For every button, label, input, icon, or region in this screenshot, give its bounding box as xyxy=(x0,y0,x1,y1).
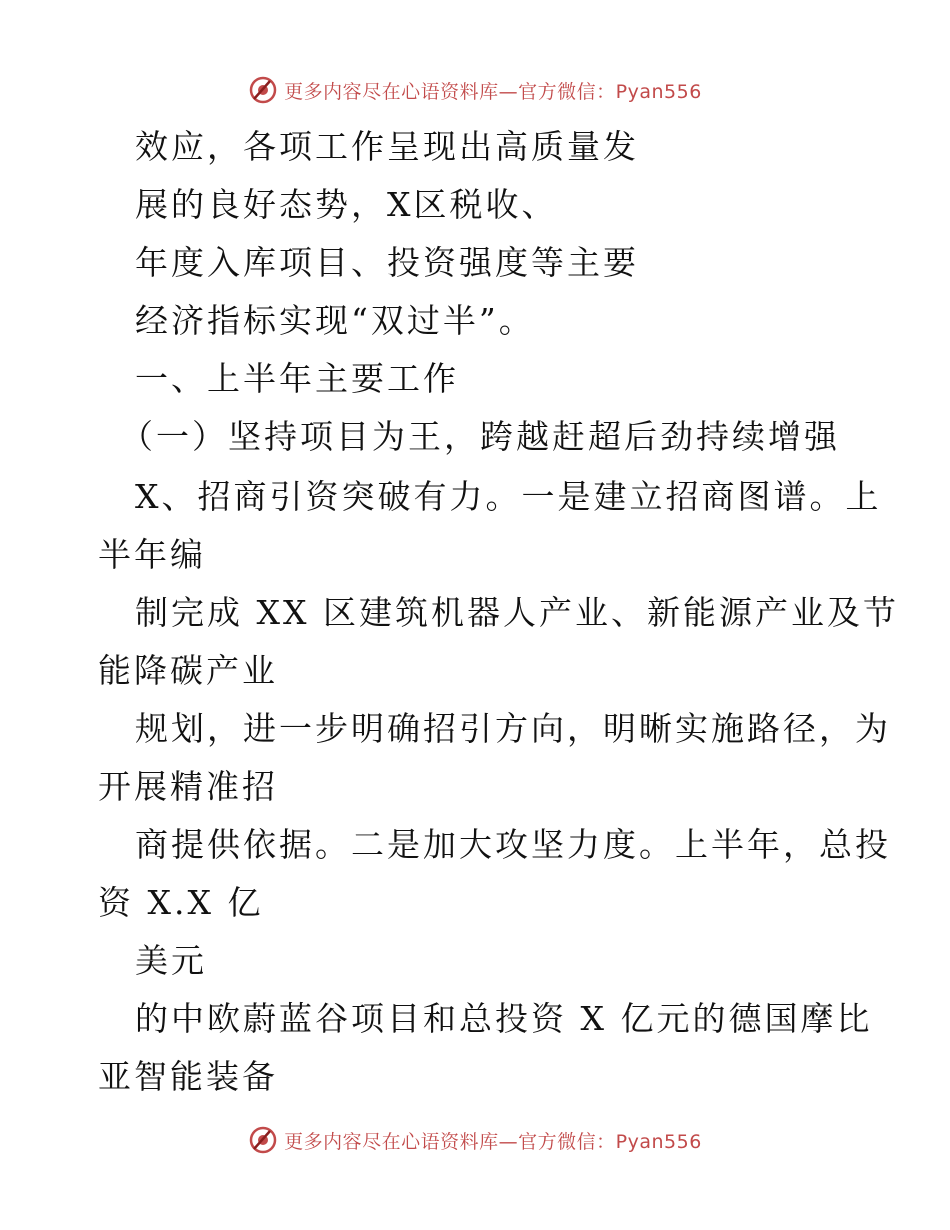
text-line: 年度入库项目、投资强度等主要 xyxy=(135,243,639,282)
library-logo-icon xyxy=(248,1125,278,1155)
watermark-header xyxy=(0,70,950,110)
watermark-text: 更多内容尽在心语资料库—官方微信：Pyan556 xyxy=(284,1130,702,1153)
text-line: 展的良好态势，X区税收、 xyxy=(135,185,558,224)
section-heading: 一、上半年主要工作 xyxy=(135,359,459,398)
subsection-heading: （一）坚持项目为王，跨越赶超后劲持续增强 xyxy=(120,417,840,456)
text-line: 开展精准招 xyxy=(98,767,278,806)
text-line: 经济指标实现“双过半”。 xyxy=(135,301,535,340)
text-line: 制完成 XX 区建筑机器人产业、新能源产业及节 xyxy=(135,593,899,632)
text-line: 资 X.X 亿 xyxy=(98,883,264,922)
text-line: 规划，进一步明确招引方向，明晰实施路径，为 xyxy=(135,709,891,748)
text-line: 亚智能装备 xyxy=(98,1057,278,1096)
text-line: 能降碳产业 xyxy=(98,651,278,690)
watermark-text: 更多内容尽在心语资料库—官方微信：Pyan556 xyxy=(284,80,702,103)
text-line: 半年编 xyxy=(98,535,206,574)
text-line: 效应，各项工作呈现出高质量发 xyxy=(135,127,639,166)
text-line: 商提供依据。二是加大攻坚力度。上半年，总投 xyxy=(135,825,891,864)
library-logo-icon xyxy=(248,75,278,105)
text-line: 美元 xyxy=(135,941,207,980)
watermark-footer xyxy=(0,1120,950,1160)
text-line: 的中欧蔚蓝谷项目和总投资 X 亿元的德国摩比 xyxy=(135,999,873,1038)
text-line: X、招商引资突破有力。一是建立招商图谱。上 xyxy=(135,477,882,516)
